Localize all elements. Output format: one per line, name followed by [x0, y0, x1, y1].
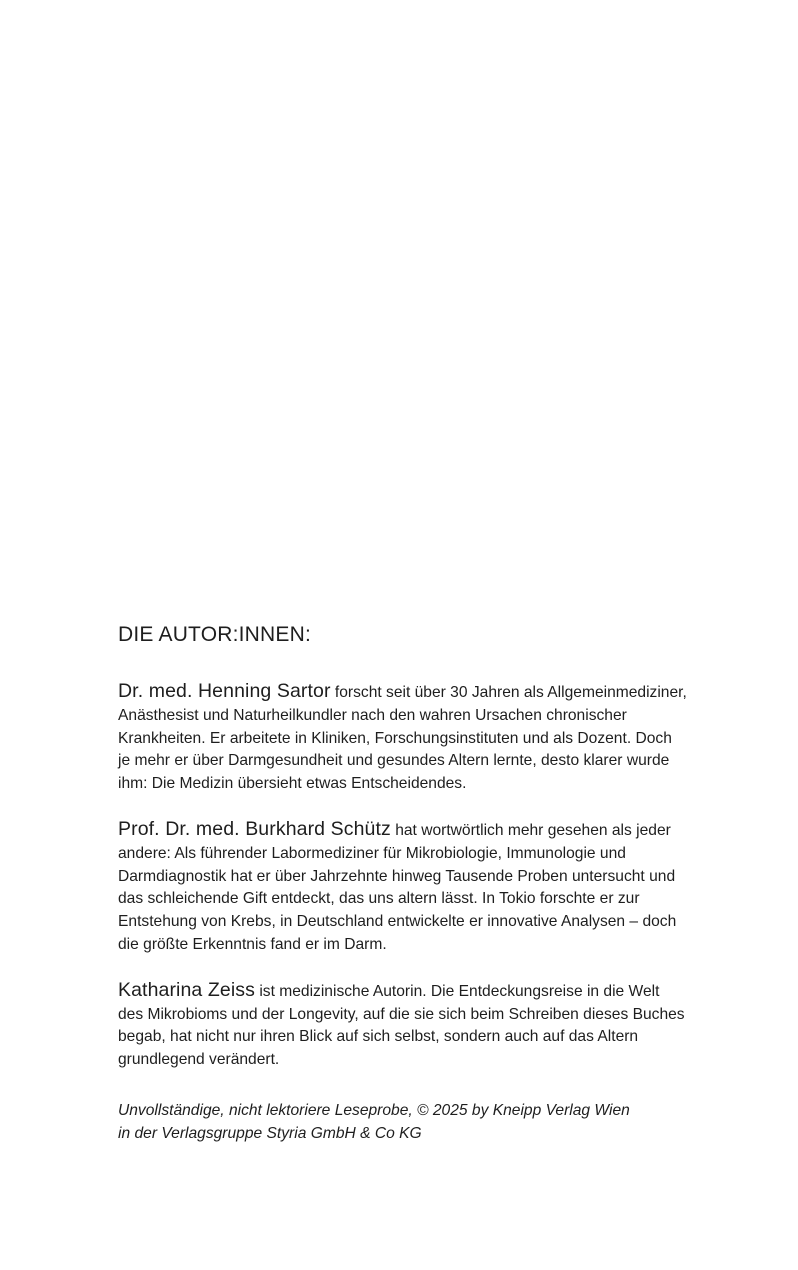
author-bio-text: ist medizinische Autorin. Die Entdeckungsreise in die Welt des Mikrobioms und der Longevity, auf die sie sich beim Schreiben dieses Buches begab, hat nicht nur ihren Blick auf sich selbst, sondern auch auf das Altern grundlegend verändert.: [118, 982, 685, 1069]
author-name: Dr. med. Henning Sartor: [118, 680, 331, 702]
author-bio-text: forscht seit über 30 Jahren als Allgemeinmediziner, Anästhesist und Naturheilkundler nach den wahren Ursachen chronischer Krankheiten. Er arbeitete in Kliniken, Forschungsinstituten und als Dozent. Doch je mehr er über Darmgesundheit und gesundes Altern lernte, desto klarer wurde ihm: Die Medizin übersieht etwas Entscheidendes.: [118, 684, 687, 793]
authors-section: [118, 620, 688, 1146]
section-heading: DIE AUTOR:INNEN:: [118, 623, 312, 646]
copyright-line-2: in der Verlagsgruppe Styria GmbH & Co KG: [118, 1124, 422, 1142]
author-bio-text: hat wortwörtlich mehr gesehen als jeder andere: Als führender Labormediziner für Mikrobiologie, Immunologie und Darmdiagnostik hat er über Jahrzehnte hinweg Tausende Proben untersucht und das schleichende Gift entdeckt, das uns altern lässt. In Tokio forschte er zur Entstehung von Krebs, in Deutschland entwickelte er innovative Analysen – doch die größte Erkenntnis fand er im Darm.: [118, 821, 677, 953]
author-name: Prof. Dr. med. Burkhard Schütz: [118, 817, 391, 840]
author-bio-zeiss: [118, 979, 688, 1072]
author-bio-schuetz: [118, 818, 688, 957]
author-name: Katharina Zeiss: [118, 978, 255, 1001]
author-bio-sartor: [118, 680, 688, 796]
copyright-note: [118, 1100, 688, 1146]
copyright-line-1: Unvollständige, nicht lektoriere Leseprobe, © 2025 by Kneipp Verlag Wien: [118, 1101, 630, 1119]
